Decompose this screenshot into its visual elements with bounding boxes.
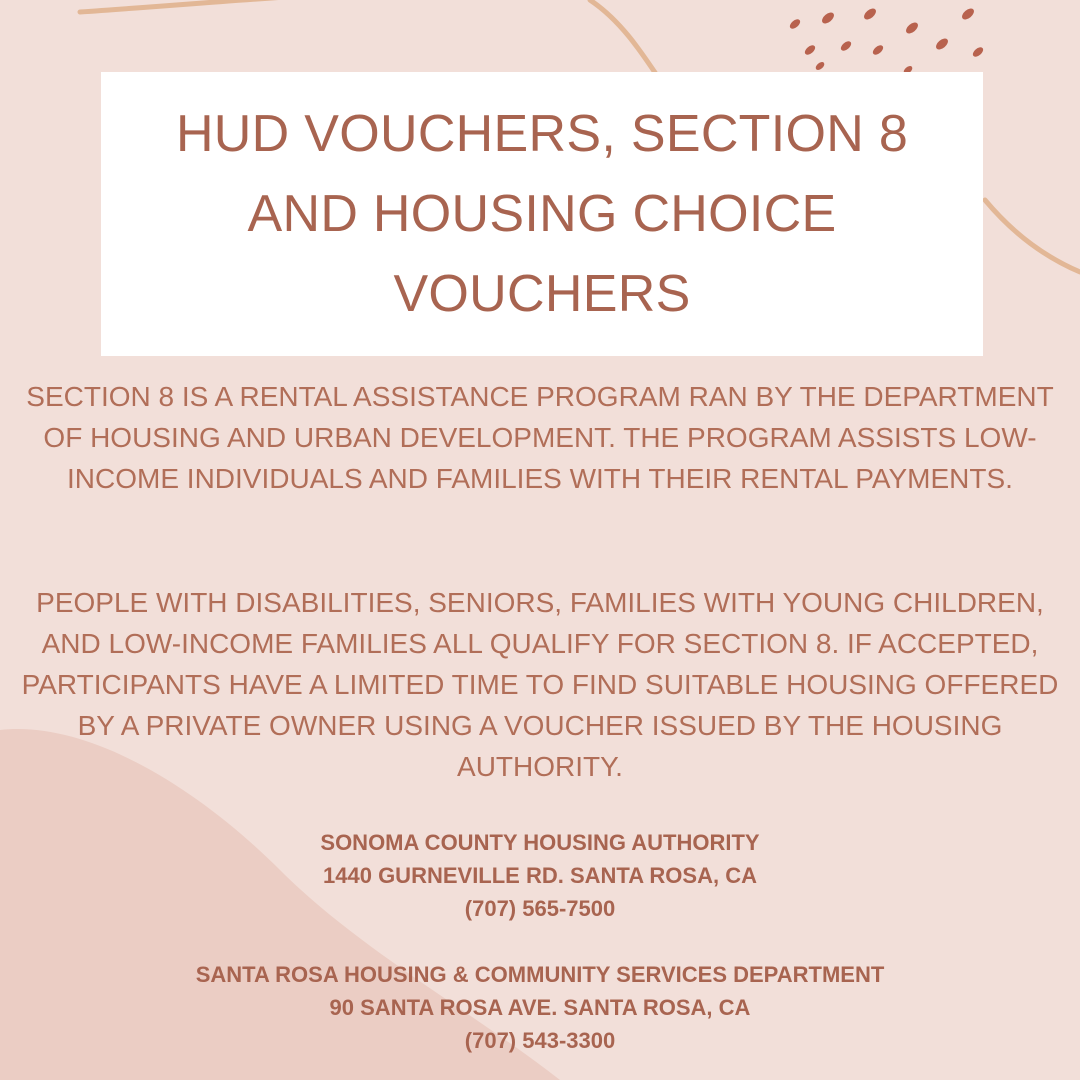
decorative-dots: [788, 6, 985, 75]
contact-phone: (707) 565-7500: [464, 896, 616, 921]
contact-name: SONOMA COUNTY HOUSING AUTHORITY: [320, 830, 760, 855]
contact-block-sonoma: [40, 826, 1040, 925]
decorative-line-top: [80, 0, 440, 12]
contact-phone: (707) 543-3300: [464, 1028, 616, 1053]
eligibility-paragraph: PEOPLE WITH DISABILITIES, SENIORS, FAMILIES WITH YOUNG CHILDREN, AND LOW-INCOME FAMILIES ALL QUALIFY FOR SECTION 8. IF ACCEPTED, PARTICIPANTS HAVE A LIMITED TIME TO FIND SUITABLE HOUSING OFFERED BY A PRIVATE OWNER USING A VOUCHER ISSUED BY THE HOUSING AUTHORITY.: [21, 587, 1059, 782]
description-paragraph: SECTION 8 IS A RENTAL ASSISTANCE PROGRAM RAN BY THE DEPARTMENT OF HOUSING AND URBAN DEVELOPMENT. THE PROGRAM ASSISTS LOW-INCOME INDIVIDUALS AND FAMILIES WITH THEIR RENTAL PAYMENTS.: [26, 381, 1054, 494]
title-card: [101, 72, 983, 356]
contact-name: SANTA ROSA HOUSING & COMMUNITY SERVICES DEPARTMENT: [195, 962, 885, 987]
page-title: HUD VOUCHERS, SECTION 8 AND HOUSING CHOICE VOUCHERS: [175, 105, 909, 323]
contact-block-santa-rosa: [40, 958, 1040, 1057]
contact-address: 1440 GURNEVILLE RD. SANTA ROSA, CA: [323, 863, 757, 888]
contact-address: 90 SANTA ROSA AVE. SANTA ROSA, CA: [329, 995, 751, 1020]
